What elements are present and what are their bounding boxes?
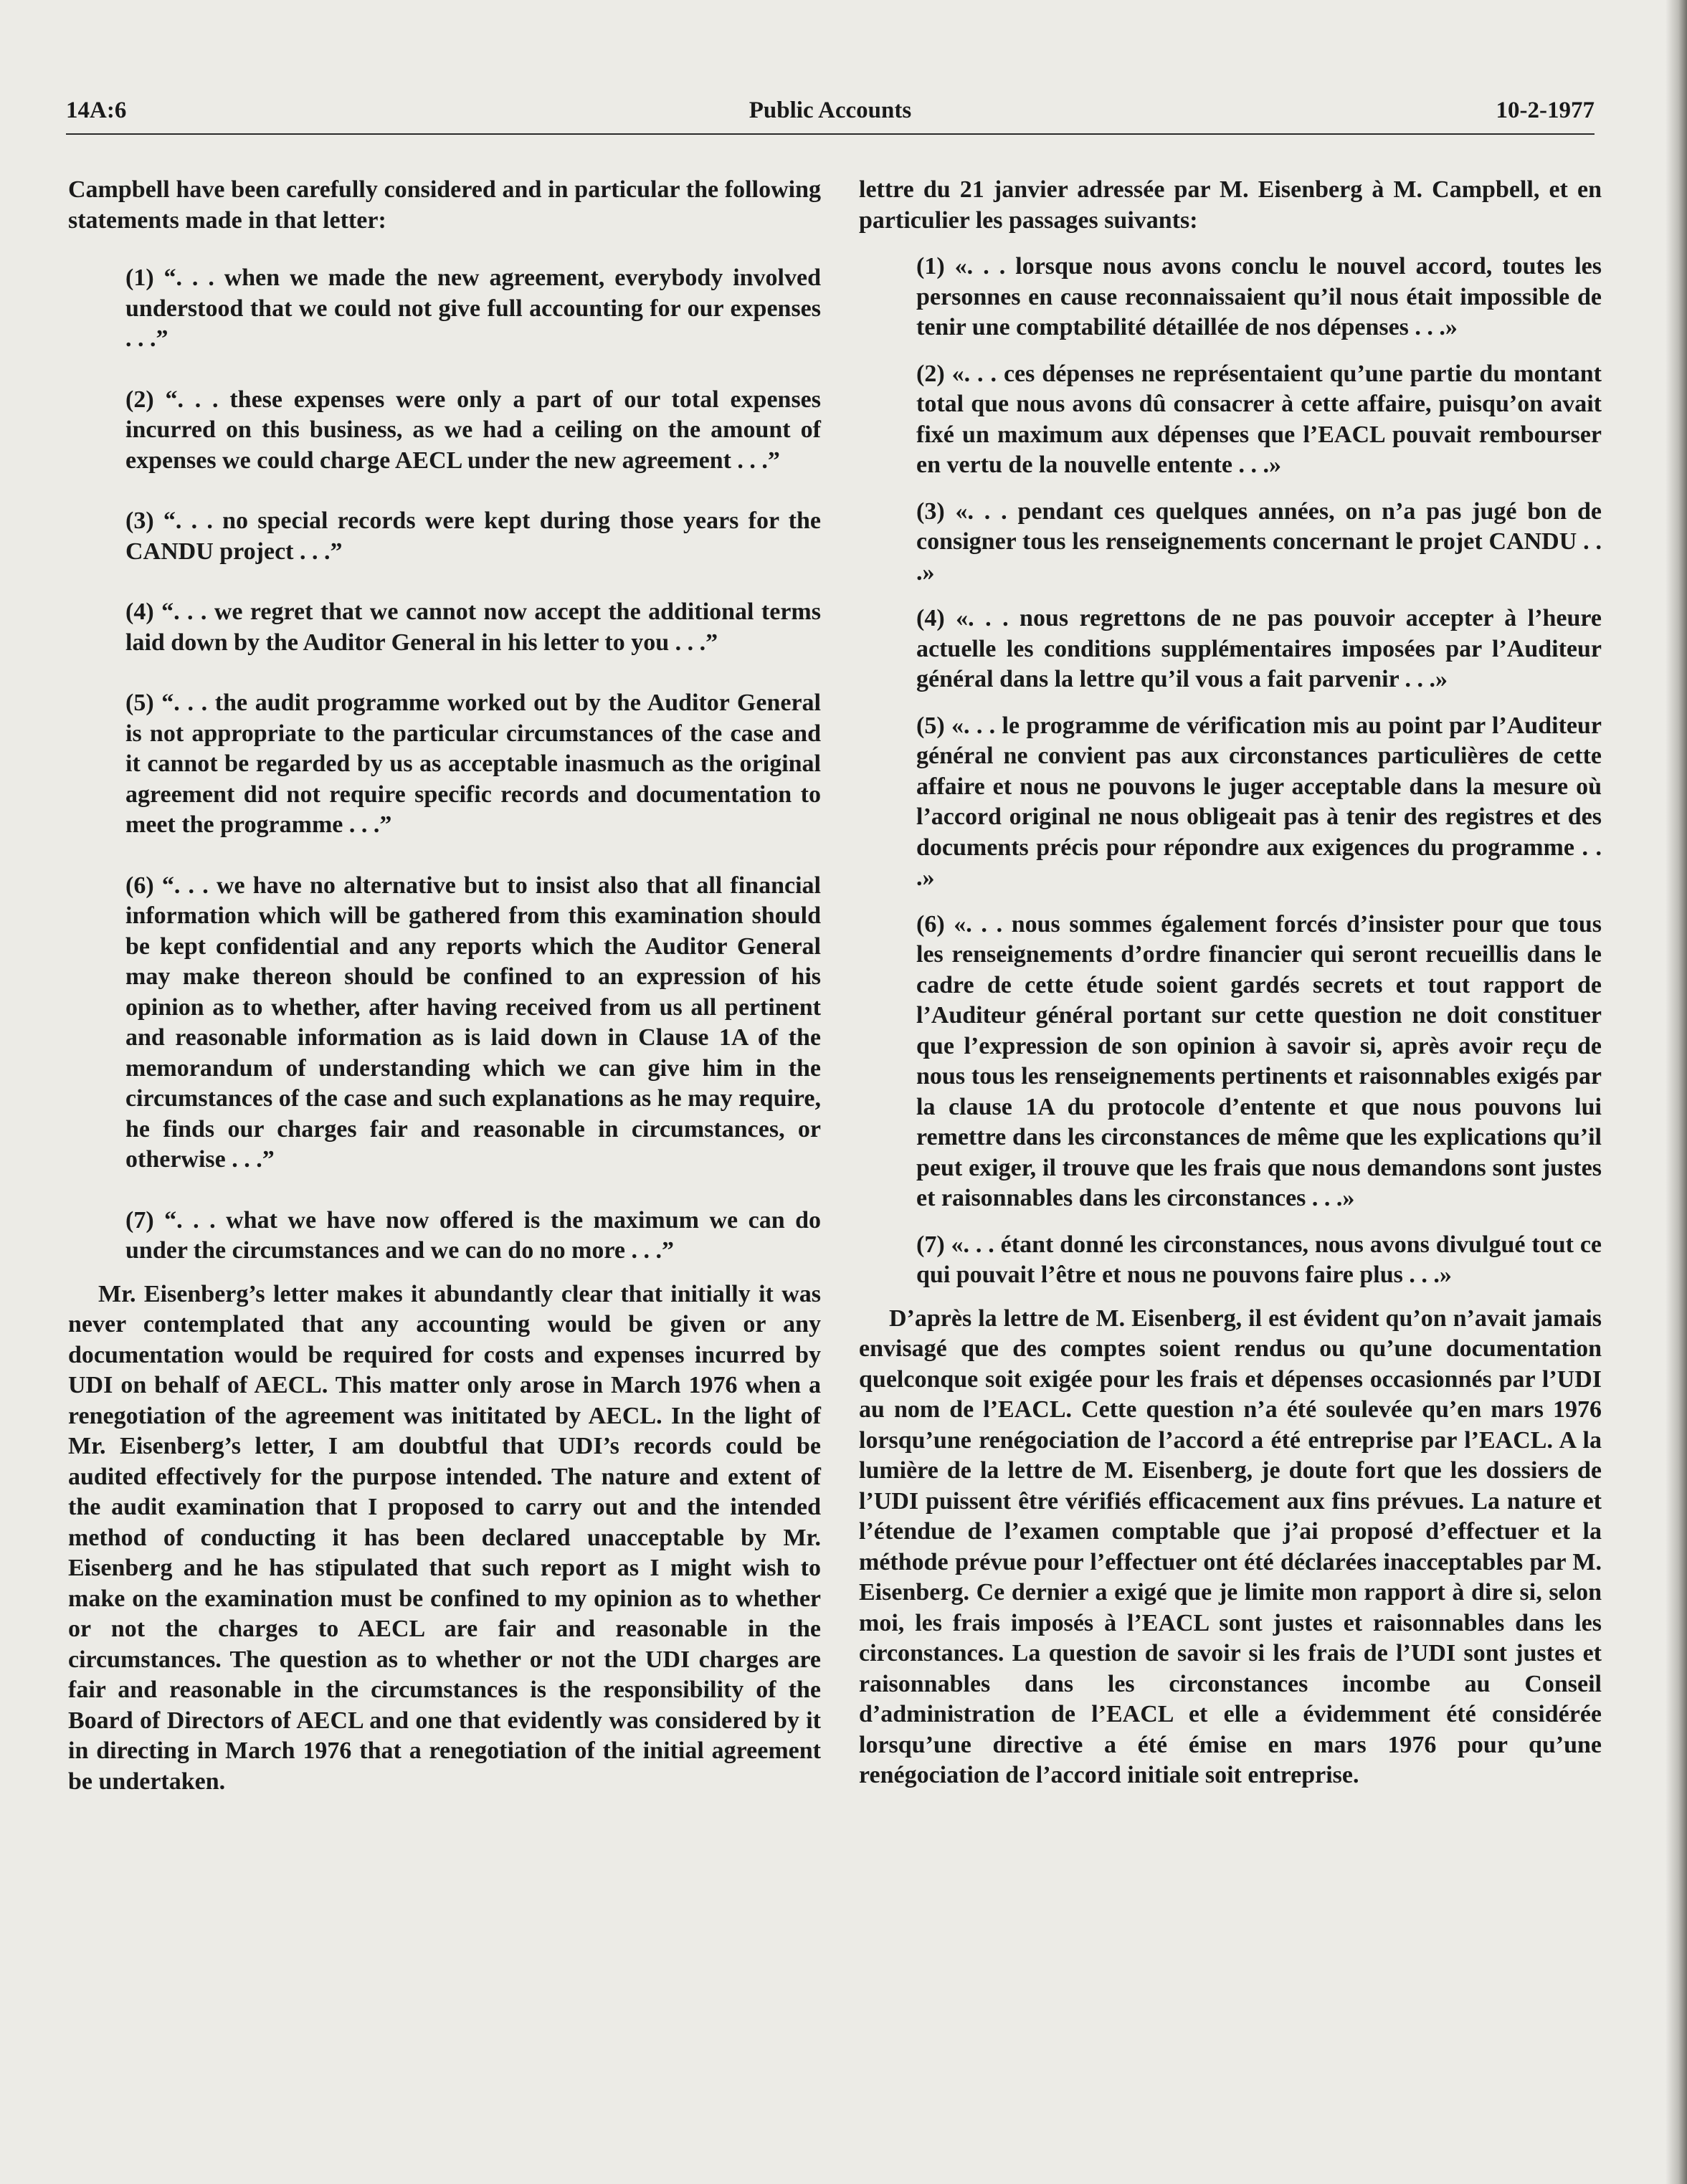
english-body-paragraph: Mr. Eisenberg’s letter makes it abundantly clear that initially it was never contemplated that any accounting would be given or any documentation would be required for costs and expenses incurred by UDI on behalf of AECL. This matter only arose in March 1976 when a renegotiation of the agreement was inititated by AECL. In the light of Mr. Eisenberg’s letter, I am doubtful that UDI’s records could be audited effectively for the purpose intended. The nature and extent of the audit examination that I proposed to carry out and the intended method of conducting it has been declared unacceptable by Mr. Eisenberg and he has stipulated that such report as I might wish to make on the examination must be confined to my opinion as to whether or not the charges to AECL are fair and reasonable in the circumstances. The question as to whether or not the UDI charges are fair and reasonable in the circumstances is the responsibility of the Board of Directors of AECL and one that evidently was considered by it in directing in March 1976 that a renegotiation of the initial agreement be undertaken. [68,1280,821,1795]
french-intro: lettre du 21 janvier adressée par M. Eisenberg à M. Campbell, et en particulier les passages suivants: [859,176,1602,234]
page-header [66,97,1595,133]
french-quote-4: (4) «. . . nous regrettons de ne pas pouvoir accepter à l’heure actuelle les conditions supplémentaires imposées par l’Auditeur général dans la lettre qu’il vous a fait parvenir . . .» [916,605,1602,692]
french-column [859,175,1602,1791]
french-quote-6: (6) «. . . nous sommes également forcés d’insister pour que tous les renseignements d’ordre financier qui seront recueillis dans le cadre de cette étude soient gardés secrets et tout rapport de l’Auditeur général portant sur cette question ne doit constituer que l’expression de son opinion à savoir si, après avoir reçu de nous tous les renseignements pertinents et raisonnables exigés par la clause 1A du protocole d’entente et que nous pouvons lui remettre dans les circonstances de même que les explications qu’il peut exiger, il trouve que les frais que nous demandons sont justes et raisonnables dans les circonstances . . .» [916,910,1602,1211]
english-intro: Campbell have been carefully considered and in particular the following statements made in that letter: [68,176,821,234]
running-title: Public Accounts [749,97,912,123]
english-quote-7: (7) “. . . what we have now offered is the maximum we can do under the circumstances and we can do no more . . .” [125,1206,821,1264]
page-number: 14A:6 [66,97,127,123]
french-body-paragraph: D’après la lettre de M. Eisenberg, il est évident qu’on n’avait jamais envisagé que des comptes soient rendus ou qu’une documentation quelconque soit exigée pour les frais et dépenses occasionnés par l’UDI au nom de l’EACL. Cette question n’a été soulevée qu’en mars 1976 lorsqu’une renégociation de l’accord a été entreprise par l’EACL. A la lumière de la lettre de M. Eisenberg, je doute fort que les dossiers de l’UDI puissent être vérifiés efficacement aux fins prévues. La nature et l’étendue de l’examen comptable que j’ai proposé d’effectuer et la méthode prévue pour l’effectuer ont été déclarées inacceptables par M. Eisenberg. Ce dernier a exigé que je limite mon rapport à dire si, selon moi, les frais imposés à l’EACL sont justes et raisonnables dans les circonstances. La question de savoir si les frais de l’UDI sont justes et raisonnables dans les circonstances incombe au Conseil d’administration de l’EACL et elle a évidemment été considérée lorsqu’une directive a été émise en mars 1976 pour qu’une renégociation de l’accord initiale soit entreprise. [859,1305,1602,1788]
english-quote-1: (1) “. . . when we made the new agreement, everybody involved understood that we could not give full accounting for our expenses . . .” [125,264,821,352]
header-rule [66,133,1595,135]
issue-date: 10-2-1977 [1496,97,1595,123]
french-quote-2: (2) «. . . ces dépenses ne représentaient qu’une partie du montant total que nous avons dû consacrer à cette affaire, puisqu’on avait fixé un maximum aux dépenses que l’EACL pouvait rembourser en vertu de la nouvelle entente . . .» [916,360,1602,478]
french-quote-3: (3) «. . . pendant ces quelques années, on n’a pas jugé bon de consigner tous les renseignements concernant le projet CANDU . . .» [916,497,1602,586]
english-column [68,175,821,1797]
english-quote-3: (3) “. . . no special records were kept during those years for the CANDU project . . .” [125,507,821,565]
french-quote-5: (5) «. . . le programme de vérification mis au point par l’Auditeur général ne convient pas aux circonstances particulières de cette affaire et nous ne pouvons le juger acceptable dans la mesure où l’accord original ne nous obligeait pas à tenir des registres et des documents précis pour répondre aux exigences du programme . . .» [916,712,1602,891]
french-quote-7: (7) «. . . étant donné les circonstances, nous avons divulgué tout ce qui pouvait l’être et nous ne pouvons faire plus . . .» [916,1231,1602,1288]
english-quote-5: (5) “. . . the audit programme worked out by the Auditor General is not appropriate to the particular circumstances of the case and it cannot be regarded by us as acceptable inasmuch as the original agreement did not require specific records and documentation to meet the programme . . .” [125,690,821,838]
english-quote-4: (4) “. . . we regret that we cannot now accept the additional terms laid down by the Auditor General in his letter to you . . .” [125,599,821,656]
english-quote-2: (2) “. . . these expenses were only a part of our total expenses incurred on this business, as we had a ceiling on the amount of expenses we could charge AECL under the new agreement . . .” [125,386,821,474]
french-quote-1: (1) «. . . lorsque nous avons conclu le nouvel accord, toutes les personnes en cause reconnaissaient qu’il nous était impossible de tenir une comptabilité détaillée de nos dépenses . . .» [916,253,1602,340]
english-quote-6: (6) “. . . we have no alternative but to insist also that all financial information which will be gathered from this examination should be kept confidential and any reports which the Auditor General may make thereon should be confined to an expression of his opinion as to whether, after having received from us all pertinent and reasonable information as is laid down in Clause 1A of the memorandum of understanding which we can give him in the circumstances of the case and such explanations as he may require, he finds our charges fair and reasonable in circumstances, or otherwise . . .” [125,872,821,1173]
page-binding-edge [1665,0,1687,2184]
